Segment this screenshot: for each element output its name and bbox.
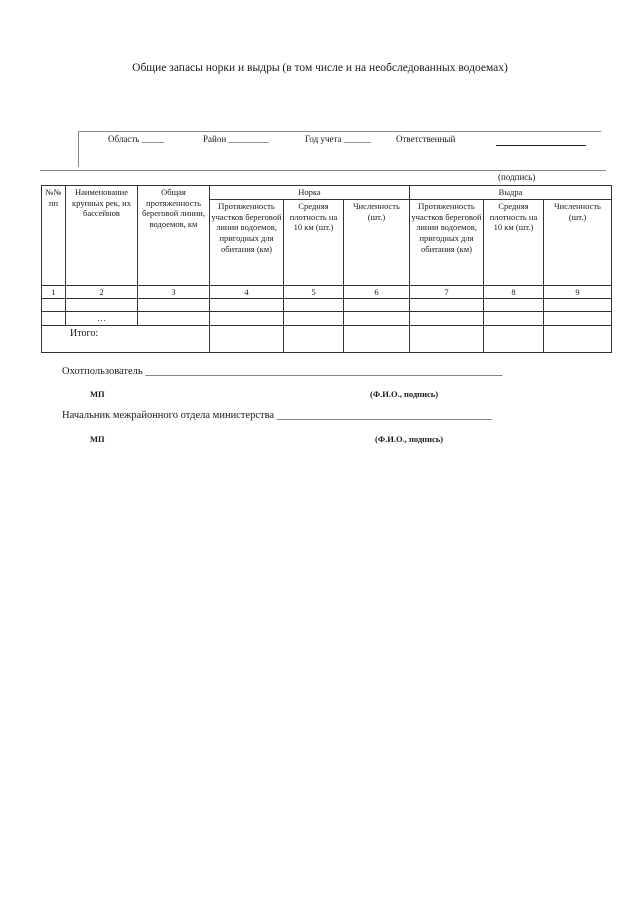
column-number: 7 [410,286,484,299]
table-cell[interactable] [410,312,484,326]
otter-length-header: Протяженность участков береговой линии водоемов, пригодных для обитания (км) [410,200,484,286]
region-field[interactable]: Область _____ [108,134,165,144]
page-title: Общие запасы норки и выдры (в том числе и на необследованных водоемах) [132,62,508,74]
table-cell[interactable] [344,299,410,312]
col-total-length-header: Общая протяженность береговой линии, водоемов, км [138,186,210,286]
responsible-signature-line[interactable] [496,145,586,146]
mink-count-header: Численность (шт.) [344,200,410,286]
table-cell[interactable] [544,299,612,312]
column-number: 9 [544,286,612,299]
column-number: 6 [344,286,410,299]
otter-group-header: Выдра [410,186,612,200]
hunter-signature-line[interactable]: Охотпользователь ____________________________________________________________________ [62,366,503,377]
column-numbers-row [42,286,612,299]
table-cell[interactable] [42,299,66,312]
total-row [42,326,612,353]
table-cell[interactable] [410,299,484,312]
otter-count-header: Численность (шт.) [544,200,612,286]
table-row[interactable] [42,312,612,326]
table-cell[interactable] [210,312,284,326]
total-cell[interactable] [410,326,484,353]
table-cell[interactable] [138,312,210,326]
column-number: 5 [284,286,344,299]
table-cell[interactable] [138,299,210,312]
column-number: 1 [42,286,66,299]
otter-density-header: Средняя плотность на 10 км (шт.) [484,200,544,286]
stamp-label: МП [90,389,105,399]
name-signature-caption: (Ф.И.О., подпись) [370,389,439,399]
total-cell[interactable] [284,326,344,353]
mink-group-header: Норка [210,186,410,200]
column-number: 2 [66,286,138,299]
table-cell[interactable] [544,312,612,326]
name-signature-caption-2: (Ф.И.О., подпись) [375,434,444,444]
total-cell[interactable] [484,326,544,353]
table-cell[interactable] [484,299,544,312]
total-label: Итого: [42,326,210,353]
total-cell[interactable] [210,326,284,353]
table-row[interactable] [42,299,612,312]
table-cell[interactable] [284,312,344,326]
column-number: 4 [210,286,284,299]
table-cell[interactable] [484,312,544,326]
signature-caption: (подпись) [498,172,536,182]
district-field[interactable]: Район _________ [203,134,269,144]
responsible-label: Ответственный [396,134,456,144]
col-no-header: №№ пп [42,186,66,286]
mink-length-header: Протяженность участков береговой линии водоемов, пригодных для обитания (км) [210,200,284,286]
stamp-label-2: МП [90,434,105,444]
col-rivers-header: Наименование крупных рек, их бассейнов [66,186,138,286]
chief-signature-line[interactable]: Начальник межрайонного отдела министерства _________________________________________ [62,410,492,421]
mink-density-header: Средняя плотность на 10 км (шт.) [284,200,344,286]
total-cell[interactable] [344,326,410,353]
table-cell[interactable] [210,299,284,312]
table-cell[interactable] [42,312,66,326]
total-cell[interactable] [544,326,612,353]
year-field[interactable]: Год учета ______ [305,134,371,144]
table-cell[interactable] [66,299,138,312]
table-cell[interactable] [344,312,410,326]
stock-table [41,185,612,353]
header-underline [40,170,606,171]
table-cell[interactable] [284,299,344,312]
column-number: 8 [484,286,544,299]
ellipsis-cell: … [66,312,138,326]
column-number: 3 [138,286,210,299]
